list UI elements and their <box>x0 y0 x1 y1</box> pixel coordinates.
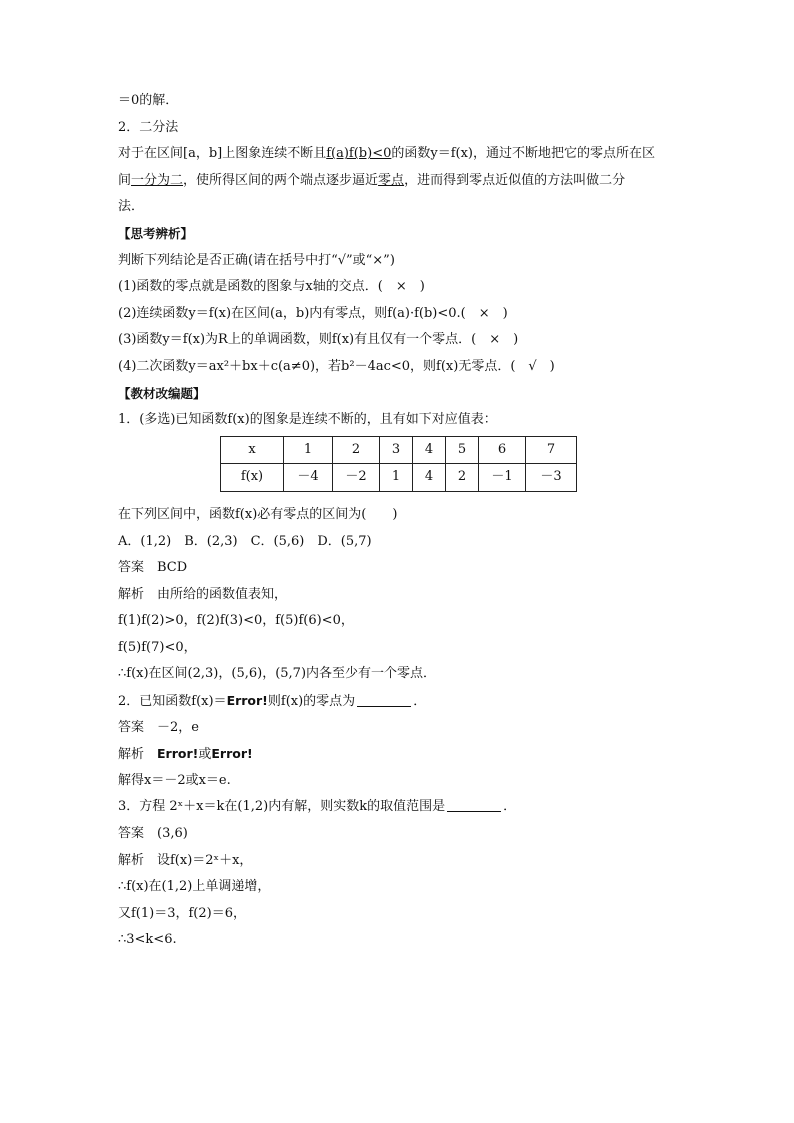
section-heading: 2．二分法 <box>118 119 179 135</box>
table-cell: 3 <box>380 436 413 464</box>
text-span: 的函数y＝f(x)，通过不断地把它的零点所在区 <box>391 146 656 162</box>
solution-line: 解得x＝－2或x＝e. <box>118 772 231 788</box>
question-1-options: A．(1,2) B．(2,3) C．(5,6) D．(5,7) <box>118 533 372 549</box>
table-row <box>221 464 577 492</box>
table-cell: 2 <box>446 464 479 492</box>
think-item: (3)函数y＝f(x)为R上的单调函数，则f(x)有且仅有一个零点．( × ) <box>118 332 519 348</box>
bisect-line-1 <box>118 141 688 168</box>
text-span: 则f(x)的零点为 <box>267 694 356 710</box>
bisect-line-3: 法． <box>118 199 145 215</box>
question-3-answer: 答案 (3,6) <box>118 826 188 842</box>
question-2-solution <box>118 741 688 768</box>
think-item: (2)连续函数y＝f(x)在区间(a，b)内有零点，则f(a)·f(b)<0.( × ) <box>118 305 508 321</box>
table-cell: 4 <box>413 464 446 492</box>
underlined-term: 一分为二 <box>131 172 184 188</box>
question-2-answer: 答案 －2，e <box>118 719 199 735</box>
solution-line: ∴f(x)在(1,2)上单调递增， <box>118 879 271 895</box>
underlined-term: f(a)f(b)<0 <box>326 146 392 162</box>
solution-line: f(1)f(2)>0，f(2)f(3)<0，f(5)f(6)<0， <box>118 613 354 629</box>
text-line: ＝0的解． <box>118 93 179 108</box>
question-2 <box>118 688 688 715</box>
textbook-header: 【教材改编题】 <box>118 385 206 401</box>
think-intro: 判断下列结论是否正确(请在括号中打“√”或“×”) <box>118 252 395 268</box>
text-span: ． <box>503 799 517 815</box>
question-1-answer: 答案 BCD <box>118 560 188 576</box>
text-span: 3．方程 2ˣ＋x＝k在(1,2)内有解，则实数k的取值范围是 <box>118 799 446 815</box>
error-text: Error! <box>157 746 199 762</box>
table-cell: x <box>221 436 284 464</box>
table-cell: 6 <box>479 436 526 464</box>
table-cell: 4 <box>413 436 446 464</box>
question-1-ask: 在下列区间中，函数f(x)必有零点的区间为( ) <box>118 506 398 522</box>
table-cell: －1 <box>479 464 526 492</box>
think-header: 【思考辨析】 <box>118 225 194 241</box>
text-span: ，进而得到零点近似值的方法叫做二分 <box>404 172 626 188</box>
table-cell: 2 <box>333 436 380 464</box>
text-span: ． <box>413 694 427 710</box>
solution-line: ∴3<k<6. <box>118 932 177 948</box>
text-span: 间 <box>118 172 132 188</box>
text-span: 解析 <box>118 747 158 763</box>
table-cell: 1 <box>284 436 333 464</box>
underlined-term: 零点 <box>378 172 405 188</box>
error-text: Error! <box>211 746 253 762</box>
value-table <box>220 436 577 492</box>
table-cell: 7 <box>526 436 577 464</box>
table-cell: －4 <box>284 464 333 492</box>
solution-line: 又f(1)＝3，f(2)＝6， <box>118 905 246 921</box>
table-cell: f(x) <box>221 464 284 492</box>
think-item: (4)二次函数y＝ax²＋bx＋c(a≠0)，若b²－4ac<0，则f(x)无零点．( √ ) <box>118 358 555 374</box>
think-item: (1)函数的零点就是函数的图象与x轴的交点．( × ) <box>118 279 425 295</box>
spacer <box>118 494 688 502</box>
solution-line: f(5)f(7)<0， <box>118 639 197 655</box>
table-row <box>221 436 577 464</box>
answer-blank <box>357 692 411 707</box>
solution-line: 解析 设f(x)＝2ˣ＋x， <box>118 852 253 868</box>
table-cell: －3 <box>526 464 577 492</box>
answer-blank <box>447 797 501 812</box>
text-span: 对于在区间[a，b]上图象连续不断且 <box>118 146 327 162</box>
table-cell: 1 <box>380 464 413 492</box>
solution-line: ∴f(x)在区间(2,3)，(5,6)，(5,7)内各至少有一个零点． <box>118 666 437 682</box>
text-span: 或 <box>198 747 212 763</box>
table-cell: 5 <box>446 436 479 464</box>
error-text: Error! <box>226 693 268 709</box>
text-span: ，使所得区间的两个端点逐步逼近 <box>183 172 379 188</box>
text-span: 2．已知函数f(x)＝ <box>118 694 227 710</box>
document-page <box>118 88 688 954</box>
question-1: 1．(多选)已知函数f(x)的图象是连续不断的，且有如下对应值表： <box>118 412 497 428</box>
table-cell: －2 <box>333 464 380 492</box>
bisect-line-2 <box>118 168 688 195</box>
question-3 <box>118 794 688 821</box>
solution-line: 解析 由所给的函数值表知， <box>118 586 288 602</box>
